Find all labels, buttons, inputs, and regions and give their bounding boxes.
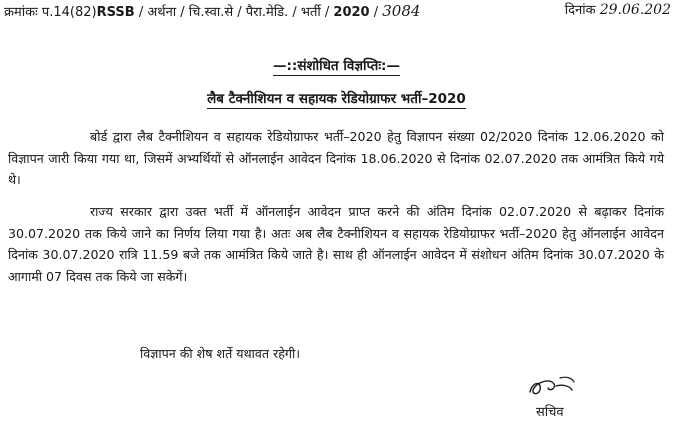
ref-separator: / — [369, 5, 383, 20]
subject-title: लैब टैक्नीशियन व सहायक रेडियोग्राफर भर्ती–2020 — [207, 91, 466, 107]
subject-heading — [0, 89, 673, 107]
ref-handwritten-number: 3084 — [382, 2, 421, 20]
notice-title: —::संशोधित विज्ञप्तिः:— — [273, 58, 400, 74]
designation-secretary: सचिव — [536, 405, 564, 420]
notice-heading — [0, 56, 673, 74]
ref-org: RSSB — [96, 5, 135, 20]
paragraph-1: बोर्ड द्वारा लैब टैक्नीशियन व सहायक रेडियोग्राफर भर्ती–2020 हेतु विज्ञापन संख्या 02/2020 दिनांक 12.06.2020 को विज्ञापन जारी किया गया था, जिसमें अभ्यर्थियों से ऑनलाईन आवेदन दिनांक 18.06.2020 से दिनांक 02.07.2020 तक आमंत्रित किये गये थे। — [8, 129, 664, 187]
reference-number — [4, 2, 420, 20]
date-handwritten: 29.06.202 — [599, 2, 671, 18]
signature-mark — [520, 372, 580, 400]
date-label: दिनांक — [564, 3, 600, 18]
paragraph-3: विज्ञापन की शेष शर्ते यथावत रहेगी। — [140, 346, 301, 361]
date-line — [565, 0, 671, 18]
paragraph-2: राज्य सरकार द्वारा उक्त भर्ती में ऑनलाईन आवेदन प्राप्त करने की अंतिम दिनांक 02.07.2020 से बढ़ाकर दिनांक 30.07.2020 तक किये जाने का निर्णय लिया गया है। अतः अब लैब टैक्नीशियन व सहायक रेडियोग्राफर भर्ती–2020 हेतु ऑनलाईन आवेदन दिनांक 30.07.2020 रात्रि 11.59 बजे तक आमंत्रित किये जाते है। साथ ही ऑनलाईन आवेदन में संशोधन अंतिम दिनांक 30.07.2020 के आगामी 07 दिवस तक किये जा सकेगें। — [8, 204, 664, 284]
ref-mid: / अर्थना / चि.स्वा.से / पैरा.मेडि. / भर्ती / — [134, 5, 334, 20]
ref-prefix: क्रमांकः प.14(82) — [4, 5, 97, 20]
ref-year: 2020 — [333, 5, 370, 20]
